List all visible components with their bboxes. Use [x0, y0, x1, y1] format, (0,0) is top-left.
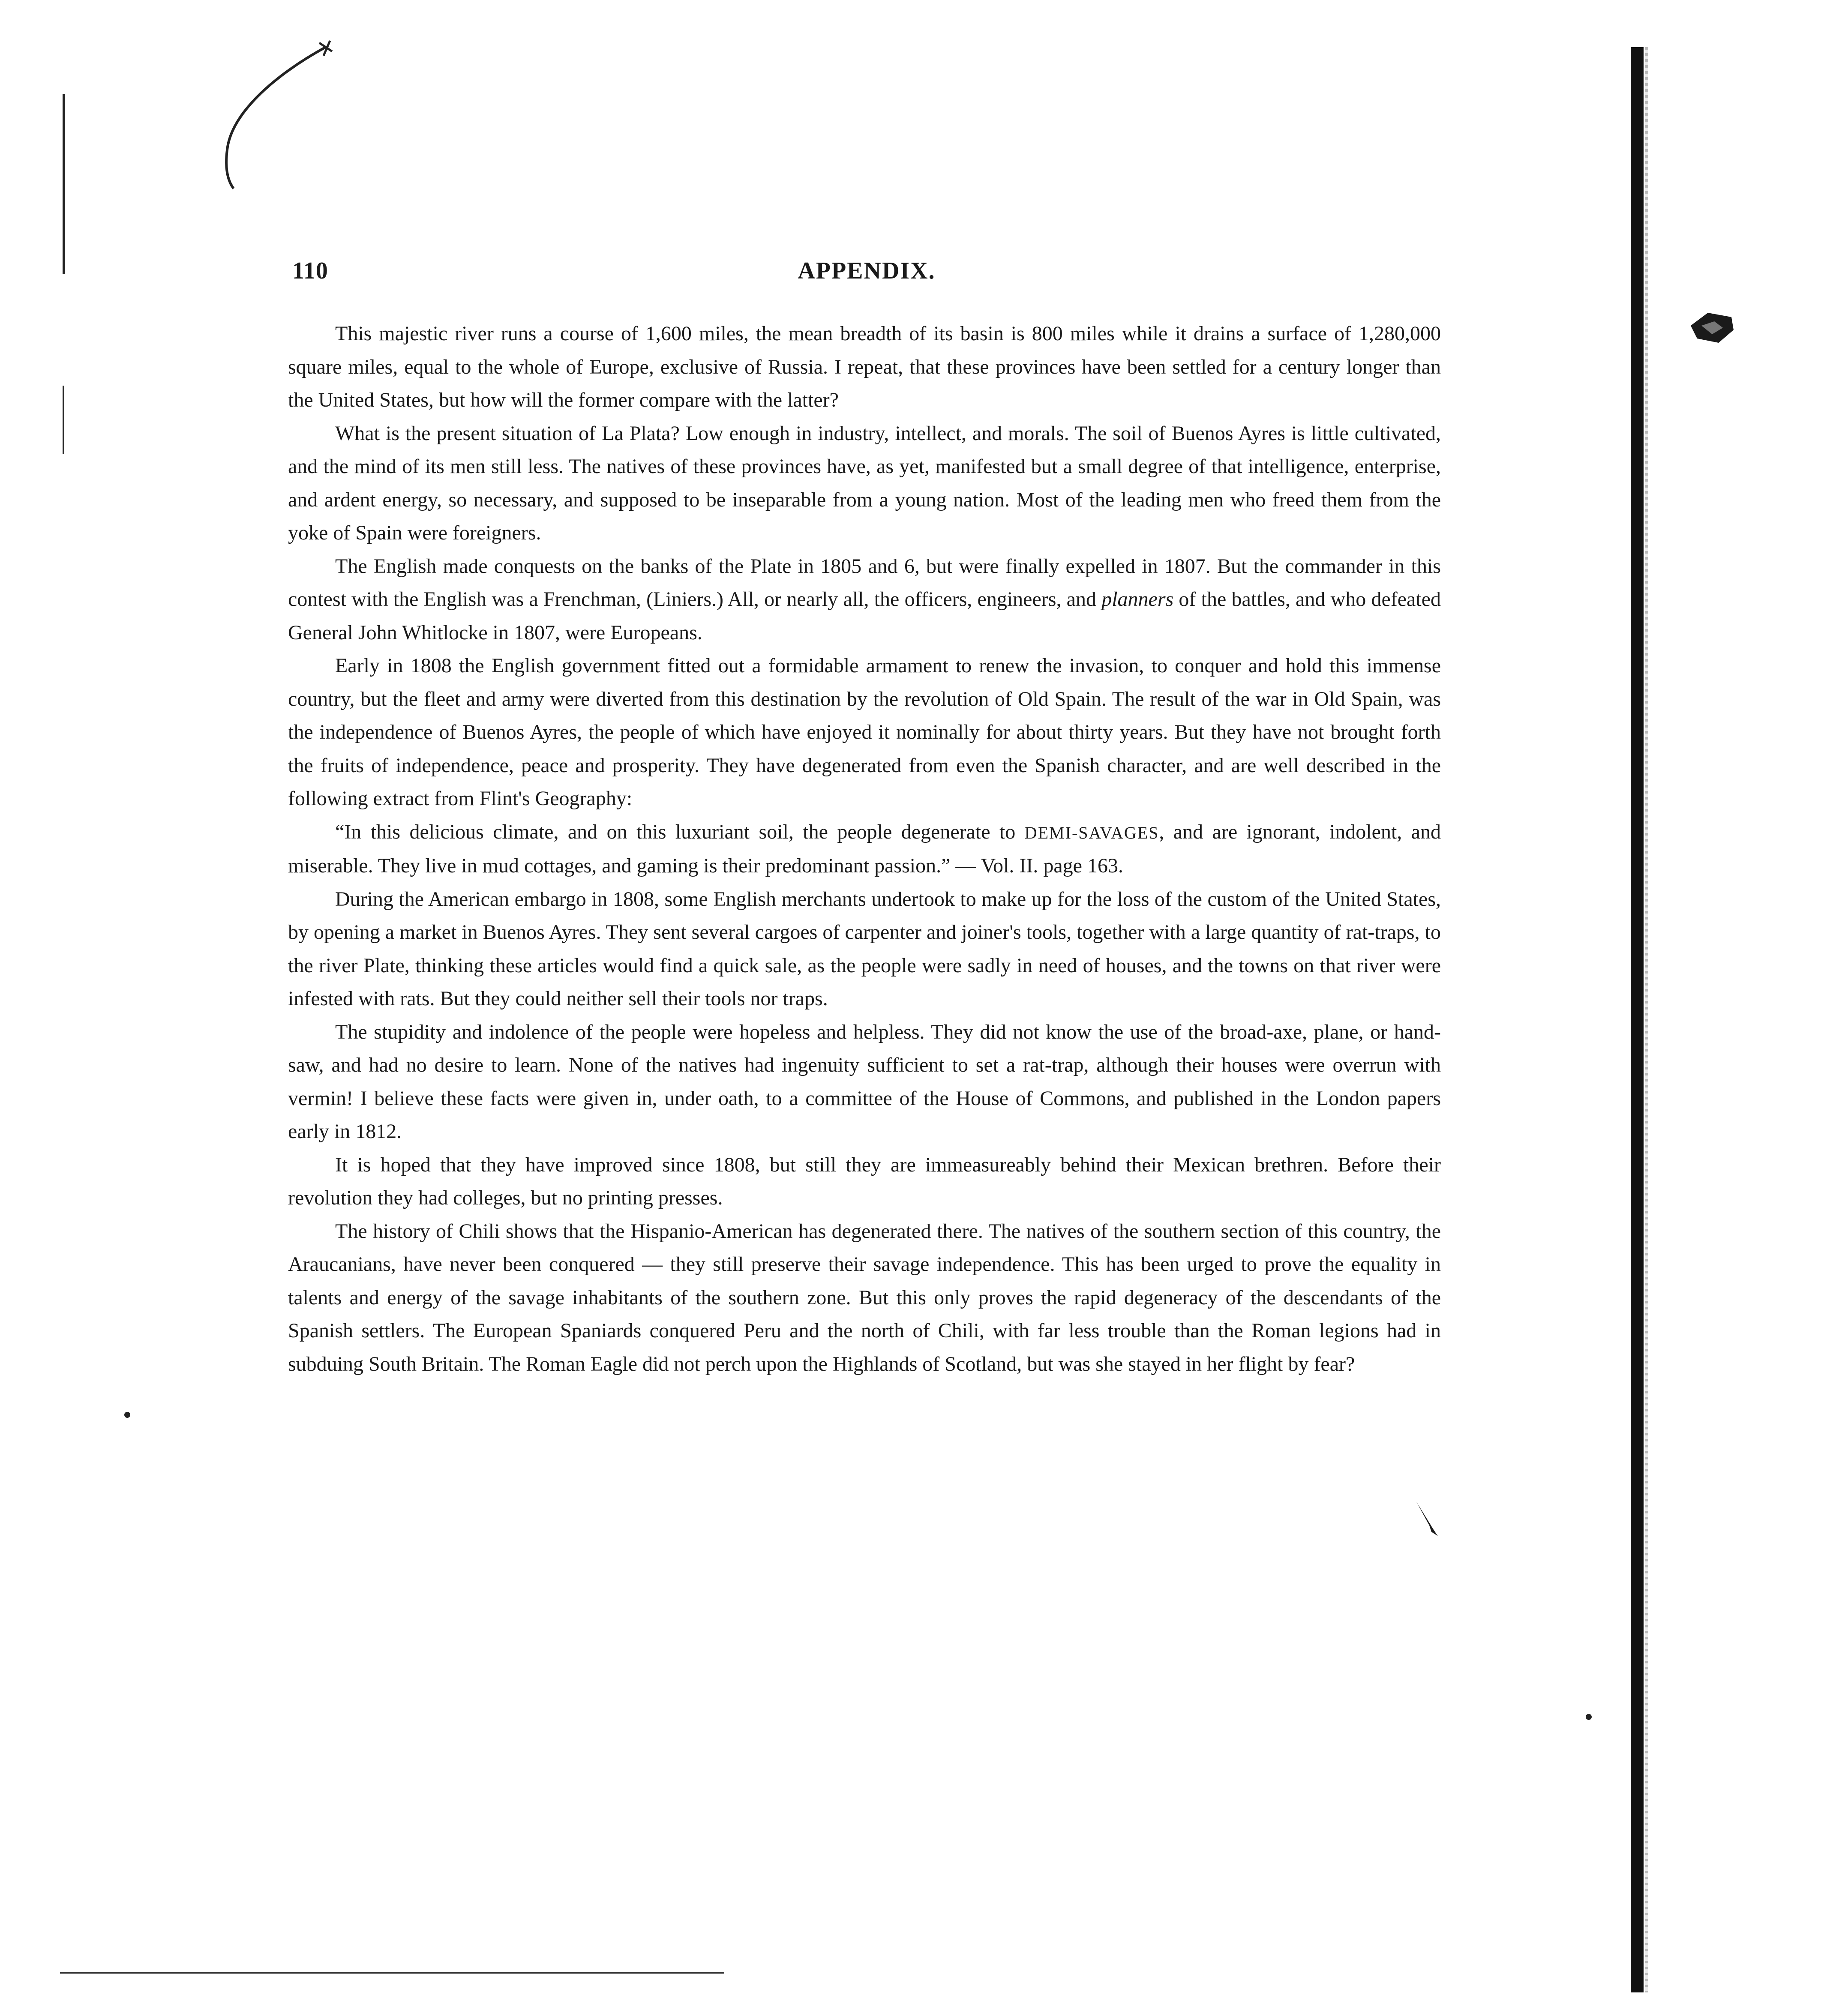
body-text	[288, 317, 1441, 1381]
running-title: APPENDIX.	[798, 258, 936, 284]
page-number: 110	[292, 258, 328, 284]
paragraph: Early in 1808 the English government fitted out a formidable armament to renew the invasion, to conquer and hold this immense country, but the fleet and army were diverted from this destination by the revolution of Old Spain. The result of the war in Old Spain, was the independence of Buenos Ayres, the people of which have enjoyed it nominally for about thirty years. But they have not brought forth the fruits of independence, peace and prosperity. They have degenerated from even the Spanish character, and are well described in the following extract from Flint's Geography:	[288, 654, 1441, 810]
pencil-curve-mark	[214, 39, 343, 193]
quotation-paragraph	[288, 815, 1441, 883]
smallcaps-phrase: DEMI-SAVAGES	[1024, 823, 1159, 842]
running-head	[292, 257, 1441, 291]
italic-word: planners	[1101, 588, 1174, 611]
paragraph: During the American embargo in 1808, some English merchants undertook to make up for the loss of the custom of the United States, by opening a market in Buenos Ayres. They sent several cargoes of carpenter and joiner's tools, together with a large quantity of rat-traps, to the river Plate, thinking these articles would find a quick sale, as the people were sadly in need of houses, and the towns on that river were infested with rats. But they could neither sell their tools nor traps.	[288, 887, 1441, 1010]
scan-binding-shadow	[1631, 47, 1644, 1992]
paragraph: The stupidity and indolence of the people were hopeless and helpless. They did not know the use of the broad-axe, plane, or hand-saw, and had no desire to learn. None of the natives had ingenuity sufficient to set a rat-trap, although their houses were overrun with vermin! I believe these facts were given in, under oath, to a committee of the House of Commons, and published in the London papers early in 1812.	[288, 1020, 1441, 1143]
paragraph: What is the present situation of La Plata? Low enough in industry, intellect, and morals. The soil of Buenos Ayres is little cultivated, and the mind of its men still less. The natives of these provinces have, as yet, manifested but a small degree of that intelligence, enterprise, and ardent energy, so necessary, and supposed to be inseparable from a young nation. Most of the leading men who freed them from the yoke of Spain were foreigners.	[288, 422, 1441, 544]
ink-blot-mark	[1689, 309, 1736, 347]
scan-binding-edge	[1645, 47, 1648, 1992]
paragraph-text: of the battles, and who defeated General John Whitlocke in 1807, were Europeans.	[288, 588, 1441, 644]
scan-margin-mark-lower	[63, 386, 64, 454]
paragraph-text: “In this delicious climate, and on this luxuriant soil, the people degenerate to	[335, 820, 1025, 843]
pen-flourish-mark	[1414, 1500, 1440, 1538]
scan-speck	[1586, 1714, 1592, 1720]
paragraph: It is hoped that they have improved since 1808, but still they are immeasureably behind their Mexican brethren. Before their revolution they had colleges, but no printing presses.	[288, 1153, 1441, 1209]
paragraph: This majestic river runs a course of 1,600 miles, the mean breadth of its basin is 800 miles while it drains a surface of 1,280,000 square miles, equal to the whole of Europe, exclusive of Russia. I repeat, that these provinces have been settled for a century longer than the United States, but how will the former compare with the latter?	[288, 322, 1441, 411]
scan-speck	[124, 1412, 130, 1418]
paragraph	[288, 550, 1441, 650]
scan-bottom-edge	[60, 1972, 724, 1974]
scan-margin-mark	[63, 94, 65, 274]
paragraph: The history of Chili shows that the Hispanio-American has degenerated there. The natives of the southern section of this country, the Araucanians, have never been conquered — they still preserve their savage independence. This has been urged to prove the equality in talents and energy of the savage inhabitants of the southern zone. But this only proves the rapid degeneracy of the descendants of the Spanish settlers. The European Spaniards conquered Peru and the north of Chili, with far less trouble than the Roman legions had in subduing South Britain. The Roman Eagle did not perch upon the Highlands of Scotland, but was she stayed in her flight by fear?	[288, 1219, 1441, 1375]
paragraph-text: , and are ignorant, indolent, and miserable. They live in mud cottages, and gaming is their predominant passion.” — Vol. II. page 163.	[288, 820, 1441, 877]
paragraph-text: The English made conquests on the banks of the Plate in 1805 and 6, but were finally expelled in 1807. But the commander in this contest with the English was a Frenchman, (Liniers.) All, or nearly all, the officers, engineers, and	[288, 554, 1441, 611]
